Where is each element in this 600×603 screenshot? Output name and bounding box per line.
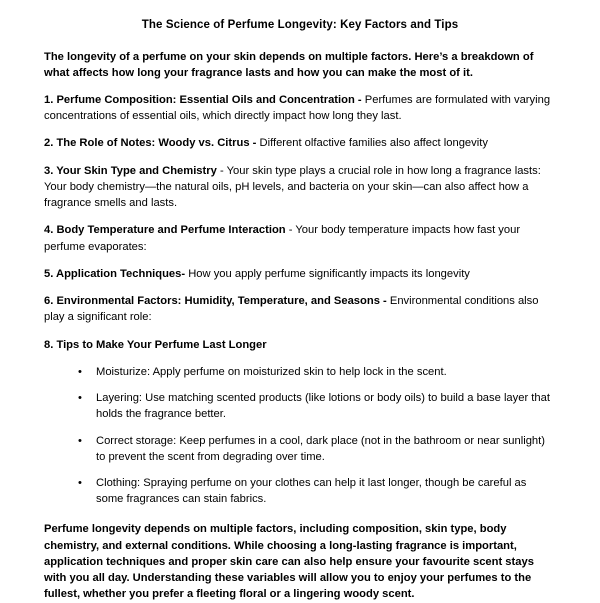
intro-paragraph: The longevity of a perfume on your skin depends on multiple factors. Here’s a breakdown of what affects how long your fragrance lasts and how you can make the most of it.	[44, 50, 534, 79]
section-paragraph-6	[44, 293, 556, 325]
section-heading-6: 6. Environmental Factors: Humidity, Temperature, and Seasons -	[44, 295, 387, 308]
section-body-6: Environmental conditions also play a significant role:	[44, 295, 539, 324]
conclusion-paragraph: Perfume longevity depends on multiple factors, including composition, skin type, body chemistry, and external conditions. While choosing a long-lasting fragrance is important, application techniques and proper skin care can also help ensure your favourite scent stays with you all day. Understanding these variables will allow you to enjoy your perfumes to the fullest, whether you prefer a fleeting floral or a lingering woody scent.	[44, 523, 534, 601]
section-paragraph-1	[44, 92, 556, 124]
section-body-2: Different olfactive families also affect longevity	[256, 137, 488, 150]
section-body-5: How you apply perfume significantly impacts its longevity	[185, 267, 470, 280]
section-heading-4: 4. Body Temperature and Perfume Interaction	[44, 224, 286, 237]
section-paragraph-3	[44, 163, 556, 212]
section-body-3: - Your skin type plays a crucial role in how long a fragrance lasts: Your body chemistry—the natural oils, pH levels, and bacteria on your skin—can also affect how a fragrance smells and lasts.	[44, 164, 541, 210]
list-item: • Layering: Use matching scented products (like lotions or body oils) to build a base layer that holds the fragrance better.	[78, 390, 556, 422]
page-title: The Science of Perfume Longevity: Key Factors and Tips	[141, 19, 459, 31]
section-paragraph-2	[44, 135, 556, 151]
tips-heading: 8. Tips to Make Your Perfume Last Longer	[44, 338, 267, 351]
section-body-1: Perfumes are formulated with varying concentrations of essential oils, which directly impact how long they last.	[44, 93, 551, 123]
section-paragraph-5	[44, 266, 556, 282]
section-paragraph-4	[44, 222, 556, 254]
list-item: • Correct storage: Keep perfumes in a cool, dark place (not in the bathroom or near sunlight) to prevent the scent from degrading over time.	[78, 433, 556, 465]
section-heading-1: 1. Perfume Composition: Essential Oils and Concentration -	[44, 93, 362, 106]
section-heading-3: 3. Your Skin Type and Chemistry	[44, 164, 217, 177]
list-item: • Moisturize: Apply perfume on moisturized skin to help lock in the scent.	[78, 364, 556, 380]
section-heading-5: 5. Application Techniques-	[44, 267, 186, 280]
list-item: • Clothing: Spraying perfume on your clothes can help it last longer, though be careful as some fragrances can stain fabrics.	[78, 475, 556, 507]
section-heading-2: 2. The Role of Notes: Woody vs. Citrus -	[44, 137, 257, 150]
tips-list	[44, 364, 556, 508]
section-body-4: - Your body temperature impacts how fast your perfume evaporates:	[44, 224, 521, 253]
